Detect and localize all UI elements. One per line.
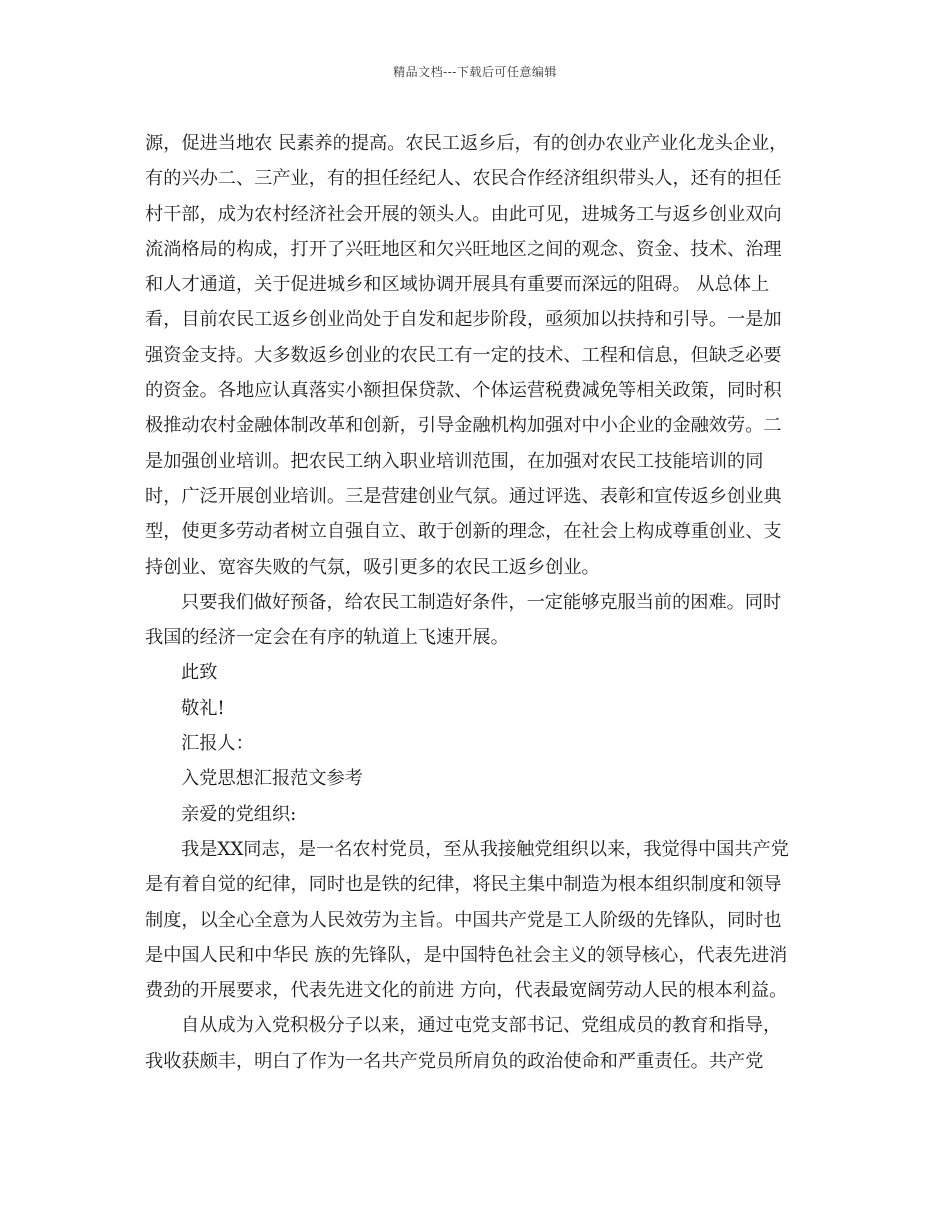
- text-line: 入党思想汇报范文参考: [181, 768, 363, 790]
- text-line: 村干部，成为农村经济社会开展的领头人。由此可见，进城务工与返乡创业双向: [145, 203, 782, 225]
- text-line: 强资金支持。大多数返乡创业的农民工有一定的技术、工程和信息，但缺乏必要: [145, 344, 782, 366]
- text-line: 有的兴办二、三产业，有的担任经纪人、农民合作经济组织带头人，还有的担任: [145, 168, 782, 190]
- text-line: 此致: [181, 662, 218, 684]
- text-line: 只要我们做好预备，给农民工制造好条件，一定能够克服当前的困难。同时: [181, 591, 782, 613]
- text-line: 制度，以全心全意为人民效劳为主旨。中国共产党是工人阶级的先锋队，同时也: [145, 909, 782, 931]
- text-line: 我国的经济一定会在有序的轨道上飞速开展。: [145, 627, 509, 649]
- text-line: 时，广泛开展创业培训。三是营建创业气氛。通过评选、表彰和宣传返乡创业典: [145, 485, 782, 507]
- text-line: 汇报人：: [181, 733, 254, 755]
- text-line: 费劲的开展要求，代表先进文化的前进 方向，代表最宽阔劳动人民的根本利益。: [145, 980, 788, 1002]
- text-line: 敬礼!: [181, 697, 225, 719]
- text-line: 我是XX同志，是一名农村党员，至从我接触党组织以来，我觉得中国共产党: [181, 838, 789, 860]
- text-line: 是加强创业培训。把农民工纳入职业培训范围，在加强对农民工技能培训的同: [145, 450, 764, 472]
- text-line: 亲爱的党组织:: [181, 803, 297, 825]
- text-line: 是有着自觉的纪律，同时也是铁的纪律，将民主集中制造为根本组织制度和领导: [145, 874, 782, 896]
- text-line: 是中国人民和中华民 族的先锋队，是中国特色社会主义的领导核心，代表先进消: [145, 944, 788, 966]
- text-line: 自从成为入党积极分子以来，通过屯党支部书记、党组成员的教育和指导，: [181, 1015, 782, 1037]
- document-body: [145, 126, 810, 1079]
- text-line: 我收获颇丰，明白了作为一名共产党员所肩负的政治使命和严重责任。共产党: [145, 1050, 764, 1072]
- text-line: 流淌格局的构成，打开了兴旺地区和欠兴旺地区之间的观念、资金、技术、治理: [145, 238, 782, 260]
- text-line: 和人才通道，关于促进城乡和区域协调开展具有重要而深远的阻碍。 从总体上: [145, 274, 770, 296]
- text-line: 源，促进当地农 民素养的提高。农民工返乡后，有的创办农业产业化龙头企业，: [145, 133, 788, 154]
- page-header: 精品文档---下载后可任意编辑: [393, 65, 557, 79]
- text-line: 持创业、宽容失败的气氛，吸引更多的农民工返乡创业。: [145, 556, 600, 578]
- text-line: 的资金。各地应认真落实小额担保贷款、个体运营税费减免等相关政策，同时积: [145, 380, 782, 402]
- text-line: 极推动农村金融体制改革和创新，引导金融机构加强对中小企业的金融效劳。二: [145, 415, 782, 437]
- text-line: 型，使更多劳动者树立自强自立、敢于创新的理念，在社会上构成尊重创业、支: [145, 521, 782, 543]
- text-line: 看，目前农民工返乡创业尚处于自发和起步阶段，亟须加以扶持和引导。一是加: [145, 309, 782, 331]
